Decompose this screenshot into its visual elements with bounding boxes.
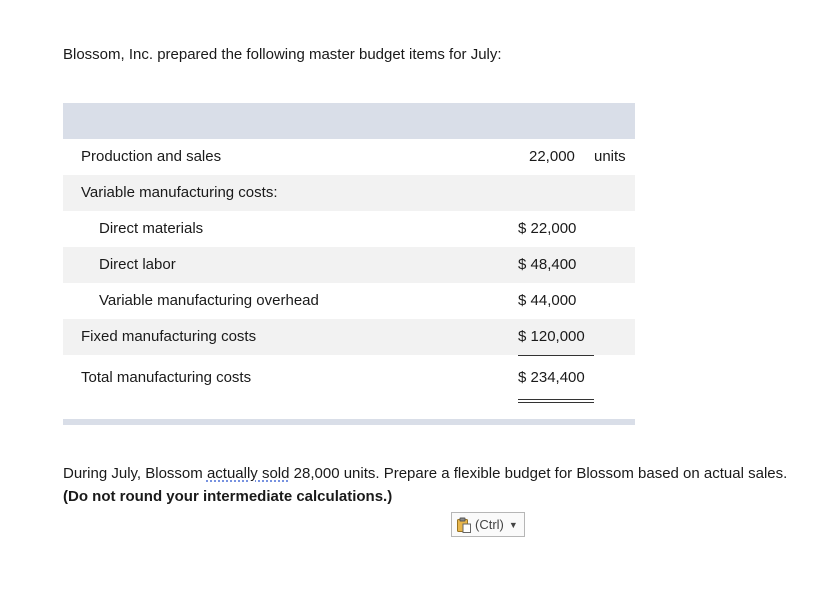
direct-materials-value: $ 22,000 bbox=[518, 220, 577, 237]
variable-overhead-label: Variable manufacturing overhead bbox=[99, 292, 319, 309]
master-budget-table bbox=[63, 103, 635, 425]
table-header-band bbox=[63, 103, 635, 139]
question-text bbox=[63, 462, 803, 508]
variable-overhead-value: $ 44,000 bbox=[518, 292, 577, 309]
question-part1: During July, Blossom bbox=[63, 465, 207, 482]
question-part2: 28,000 units. Prepare a flexible budget for Blossom based on actual sales. bbox=[289, 465, 788, 482]
subtotal-rule bbox=[518, 355, 594, 356]
total-double-rule bbox=[518, 399, 594, 403]
total-value: $ 234,400 bbox=[518, 369, 585, 386]
fixed-costs-label: Fixed manufacturing costs bbox=[81, 328, 257, 345]
direct-labor-value: $ 48,400 bbox=[518, 256, 577, 273]
row-direct-materials bbox=[63, 211, 635, 247]
row-direct-labor bbox=[63, 247, 635, 283]
production-value: 22,000 bbox=[529, 148, 575, 165]
fixed-costs-value: $ 120,000 bbox=[518, 328, 585, 345]
total-label: Total manufacturing costs bbox=[81, 369, 252, 386]
production-unit: units bbox=[594, 148, 626, 165]
intro-text: Blossom, Inc. prepared the following master budget items for July: bbox=[63, 46, 502, 63]
row-fixed-costs bbox=[63, 319, 635, 355]
question-instruction: (Do not round your intermediate calculations.) bbox=[63, 488, 393, 505]
paste-options-label: (Ctrl) bbox=[475, 517, 504, 532]
chevron-down-icon: ▼ bbox=[508, 519, 518, 530]
direct-materials-label: Direct materials bbox=[99, 220, 204, 237]
variable-costs-heading: Variable manufacturing costs: bbox=[81, 184, 278, 201]
actually-sold-text: actually sold bbox=[206, 465, 290, 482]
clipboard-icon bbox=[456, 517, 472, 533]
row-variable-header bbox=[63, 175, 635, 211]
production-label: Production and sales bbox=[81, 148, 222, 165]
direct-labor-label: Direct labor bbox=[99, 256, 176, 273]
paste-options-button[interactable] bbox=[451, 512, 525, 537]
row-variable-overhead bbox=[63, 283, 635, 319]
table-footer-band bbox=[63, 419, 635, 425]
row-total bbox=[63, 355, 635, 415]
row-production bbox=[63, 139, 635, 175]
